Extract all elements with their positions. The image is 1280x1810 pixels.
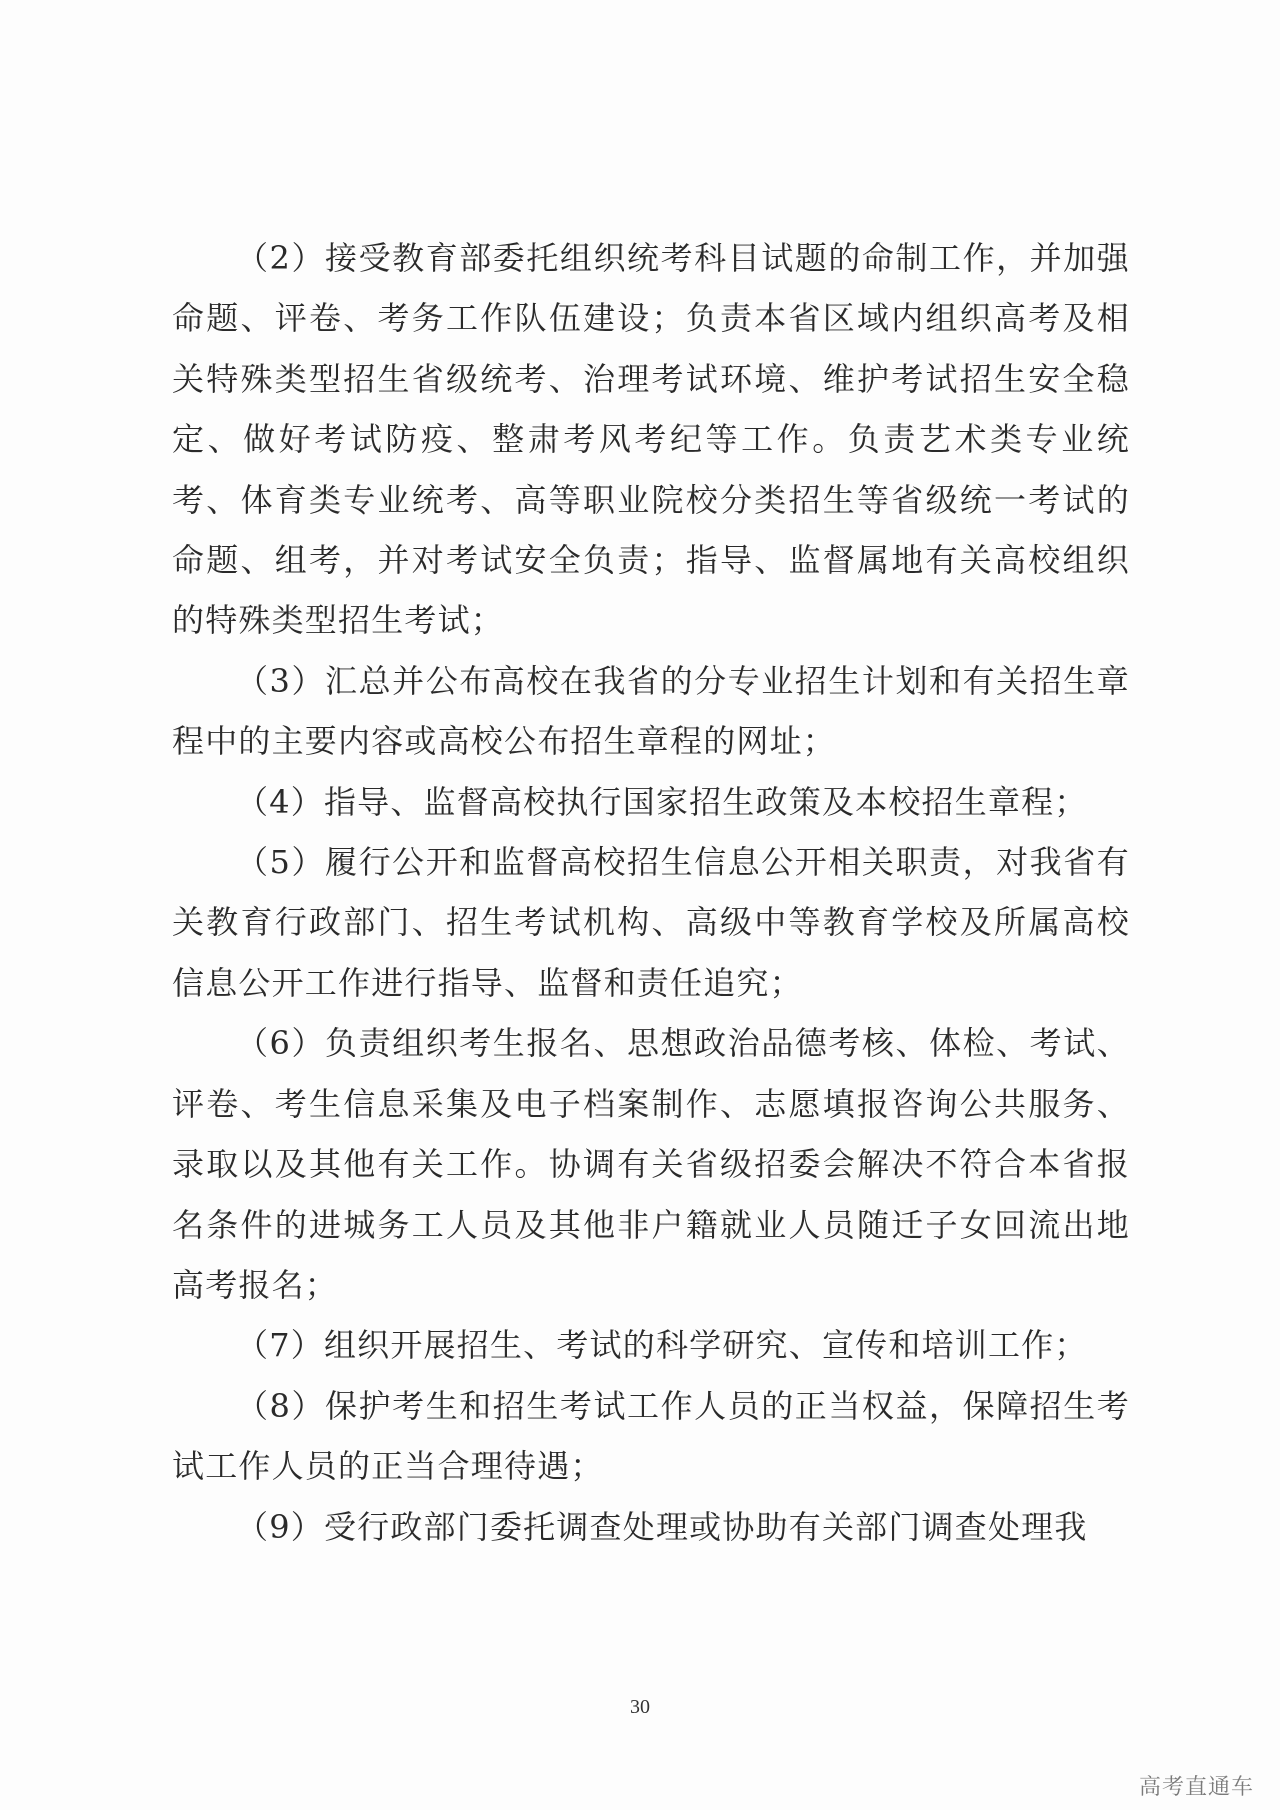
paragraph-item-6: （6）负责组织考生报名、思想政治品德考核、体检、考试、评卷、考生信息采集及电子档案制作、志愿填报咨询公共服务、录取以及其他有关工作。协调有关省级招委会解决不符合本省报名条件的进城务工人员及其他非户籍就业人员随迁子女回流出地高考报名； (172, 1024, 1130, 1304)
paragraph-item-2: （2）接受教育部委托组织统考科目试题的命制工作，并加强命题、评卷、考务工作队伍建设；负责本省区域内组织高考及相关特殊类型招生省级统考、治理考试环境、维护考试招生安全稳定、做好考试防疫、整肃考风考纪等工作。负责艺术类专业统考、体育类专业统考、高等职业院校分类招生等省级统一考试的命题、组考，并对考试安全负责；指导、监督属地有关高校组织的特殊类型招生考试； (172, 239, 1130, 640)
watermark-text: 高考直通车 (1138, 1775, 1254, 1800)
paragraph-item-5: （5）履行公开和监督高校招生信息公开相关职责，对我省有关教育行政部门、招生考试机构、高级中等教育学校及所属高校信息公开工作进行指导、监督和责任追究； (172, 843, 1130, 1002)
body-text (172, 228, 1130, 1557)
paragraph-item-4: （4）指导、监督高校执行国家招生政策及本校招生章程； (236, 782, 1088, 821)
paragraph-item-8: （8）保护考生和招生考试工作人员的正当权益，保障招生考试工作人员的正当合理待遇； (172, 1386, 1130, 1486)
paragraph-item-3: （3）汇总并公布高校在我省的分专业招生计划和有关招生章程中的主要内容或高校公布招生章程的网址； (172, 661, 1130, 761)
page-number: 30 (630, 1696, 650, 1718)
paragraph-item-9: （9）受行政部门委托调查处理或协助有关部门调查处理我 (236, 1507, 1088, 1546)
paragraph-item-7: （7）组织开展招生、考试的科学研究、宣传和培训工作； (236, 1326, 1088, 1365)
